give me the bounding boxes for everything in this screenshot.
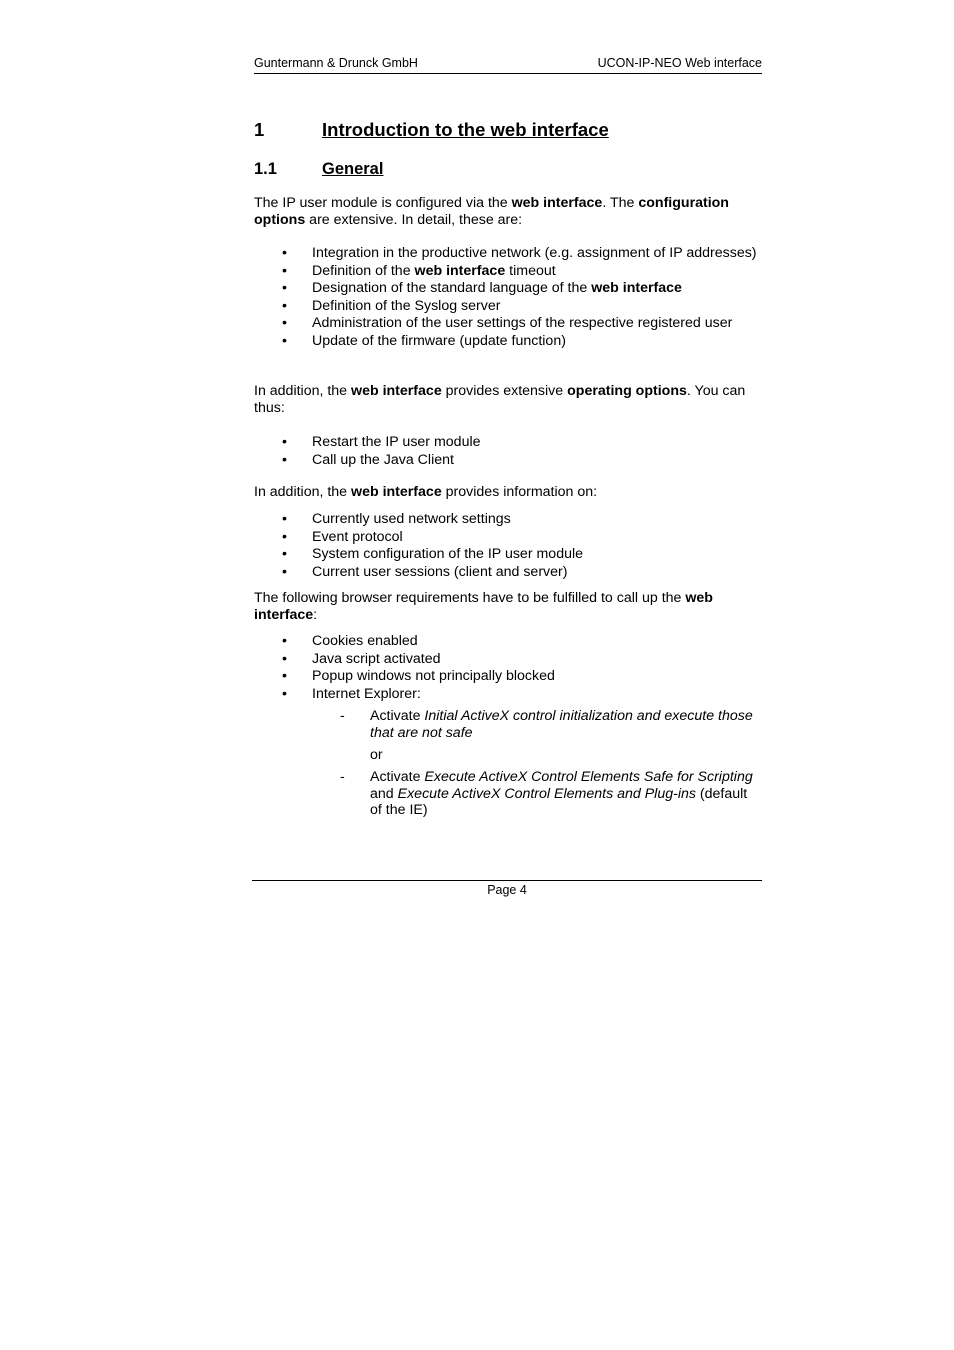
operating-text-2: provides extensive <box>441 383 568 399</box>
section-number: 1 <box>254 119 265 140</box>
bullet-icon: • <box>282 511 287 527</box>
list-item-text: Java script activated <box>312 650 441 667</box>
browser-bold-1: web interface <box>254 590 713 623</box>
info-list <box>254 511 762 581</box>
list-item-text: Definition of the <box>312 262 415 279</box>
list-item-text: Definition of the Syslog server <box>312 297 501 314</box>
operating-bold-1: web interface <box>351 383 442 399</box>
ie-option-1 <box>340 708 762 741</box>
list-item <box>254 633 762 650</box>
list-item <box>254 245 762 262</box>
bullet-icon: • <box>282 434 287 450</box>
config-options-list <box>254 245 762 350</box>
list-item <box>254 315 762 332</box>
list-item-text: timeout <box>505 262 556 279</box>
bullet-icon: • <box>282 332 287 349</box>
info-text-1: In addition, the <box>254 484 352 500</box>
list-item-text: Current user sessions (client and server) <box>312 563 568 580</box>
subsection-title: General <box>322 160 384 178</box>
bullet-icon: • <box>282 280 287 296</box>
list-item-text: Popup windows not principally blocked <box>312 668 555 684</box>
list-item <box>254 280 762 297</box>
page-header <box>254 55 762 74</box>
header-document-title: UCON-IP-NEO Web interface <box>597 56 762 70</box>
browser-text-2: : <box>313 606 318 623</box>
list-item-text: Administration of the user settings of the respective registered user <box>312 315 733 331</box>
list-item <box>254 668 762 685</box>
browser-text-1: The following browser requirements have to be fulfilled to call up the <box>254 590 686 606</box>
or-separator: or <box>370 747 383 763</box>
info-text-2: provides information on: <box>441 484 598 500</box>
header-company: Guntermann & Drunck GmbH <box>254 56 418 70</box>
ie-option-text: (default of the IE) <box>370 785 748 818</box>
section-title: Introduction to the web interface <box>322 119 609 140</box>
operating-paragraph <box>254 383 762 416</box>
info-bold-1: web interface <box>351 484 442 500</box>
subsection-number: 1.1 <box>254 160 277 178</box>
list-item-text: Cookies enabled <box>312 633 418 649</box>
bullet-icon: • <box>282 297 287 314</box>
info-paragraph <box>254 484 762 501</box>
ie-option-2 <box>340 769 762 819</box>
list-item-text: Currently used network settings <box>312 511 511 527</box>
browser-requirements-list <box>254 633 762 703</box>
bullet-icon: • <box>282 451 287 468</box>
list-item <box>254 298 762 315</box>
bullet-icon: • <box>282 315 287 331</box>
list-item-text: Restart the IP user module <box>312 434 481 450</box>
bullet-icon: • <box>282 650 287 667</box>
intro-text-2: . The <box>602 195 639 211</box>
intro-text-1: The IP user module is configured via the <box>254 195 512 211</box>
list-item-text: Designation of the standard language of the <box>312 280 592 296</box>
operating-text-1: In addition, the <box>254 383 352 399</box>
operating-text-3: . You can thus: <box>254 383 746 416</box>
browser-paragraph <box>254 590 762 623</box>
dash-icon: - <box>340 769 345 785</box>
bullet-icon: • <box>282 245 287 261</box>
operating-bold-2: operating options <box>567 383 687 399</box>
intro-bold-1: web interface <box>511 195 603 211</box>
page-footer <box>252 880 762 897</box>
ie-option-2-text <box>340 769 762 819</box>
operating-options-list <box>254 434 762 469</box>
ie-option-italic: Execute ActiveX Control Elements and Plug-ins <box>397 785 696 802</box>
bullet-icon: • <box>282 668 287 684</box>
bullet-icon: • <box>282 563 287 580</box>
bullet-icon: • <box>282 528 287 545</box>
page-number: Page 4 <box>487 883 527 897</box>
list-item <box>254 452 762 469</box>
list-item <box>254 546 762 563</box>
list-item-text: Integration in the productive network (e.g. assignment of IP addresses) <box>312 245 757 261</box>
list-item <box>254 263 762 280</box>
intro-paragraph <box>254 195 762 228</box>
bullet-icon: • <box>282 633 287 649</box>
list-item <box>254 686 762 703</box>
list-item-text: Event protocol <box>312 528 403 545</box>
list-item <box>254 434 762 451</box>
list-item-text: System configuration of the IP user module <box>312 546 584 562</box>
intro-bold-2: configuration options <box>254 195 729 228</box>
list-item <box>254 529 762 546</box>
bullet-icon: • <box>282 685 287 702</box>
dash-icon: - <box>340 708 345 724</box>
ie-option-text: Activate <box>370 769 425 785</box>
list-item-text: Internet Explorer: <box>312 685 421 702</box>
section-heading <box>254 119 609 141</box>
subsection-heading <box>254 160 383 179</box>
list-item-text: Update of the firmware (update function) <box>312 332 566 349</box>
bullet-icon: • <box>282 262 287 279</box>
list-item <box>254 333 762 350</box>
ie-option-1-text <box>340 708 762 741</box>
list-item-bold: web interface <box>414 262 506 279</box>
list-item-text: Call up the Java Client <box>312 451 454 468</box>
intro-text-3: are extensive. In detail, these are: <box>305 211 523 228</box>
ie-option-text: and <box>370 785 398 802</box>
bullet-icon: • <box>282 546 287 562</box>
ie-option-italic: Execute ActiveX Control Elements Safe for Scripting <box>424 769 753 785</box>
ie-option-text: Activate <box>370 708 425 724</box>
list-item <box>254 651 762 668</box>
ie-option-italic: Initial ActiveX control initialization and execute those that are not safe <box>370 708 753 741</box>
list-item <box>254 564 762 581</box>
list-item <box>254 511 762 528</box>
list-item-bold: web interface <box>591 280 682 296</box>
